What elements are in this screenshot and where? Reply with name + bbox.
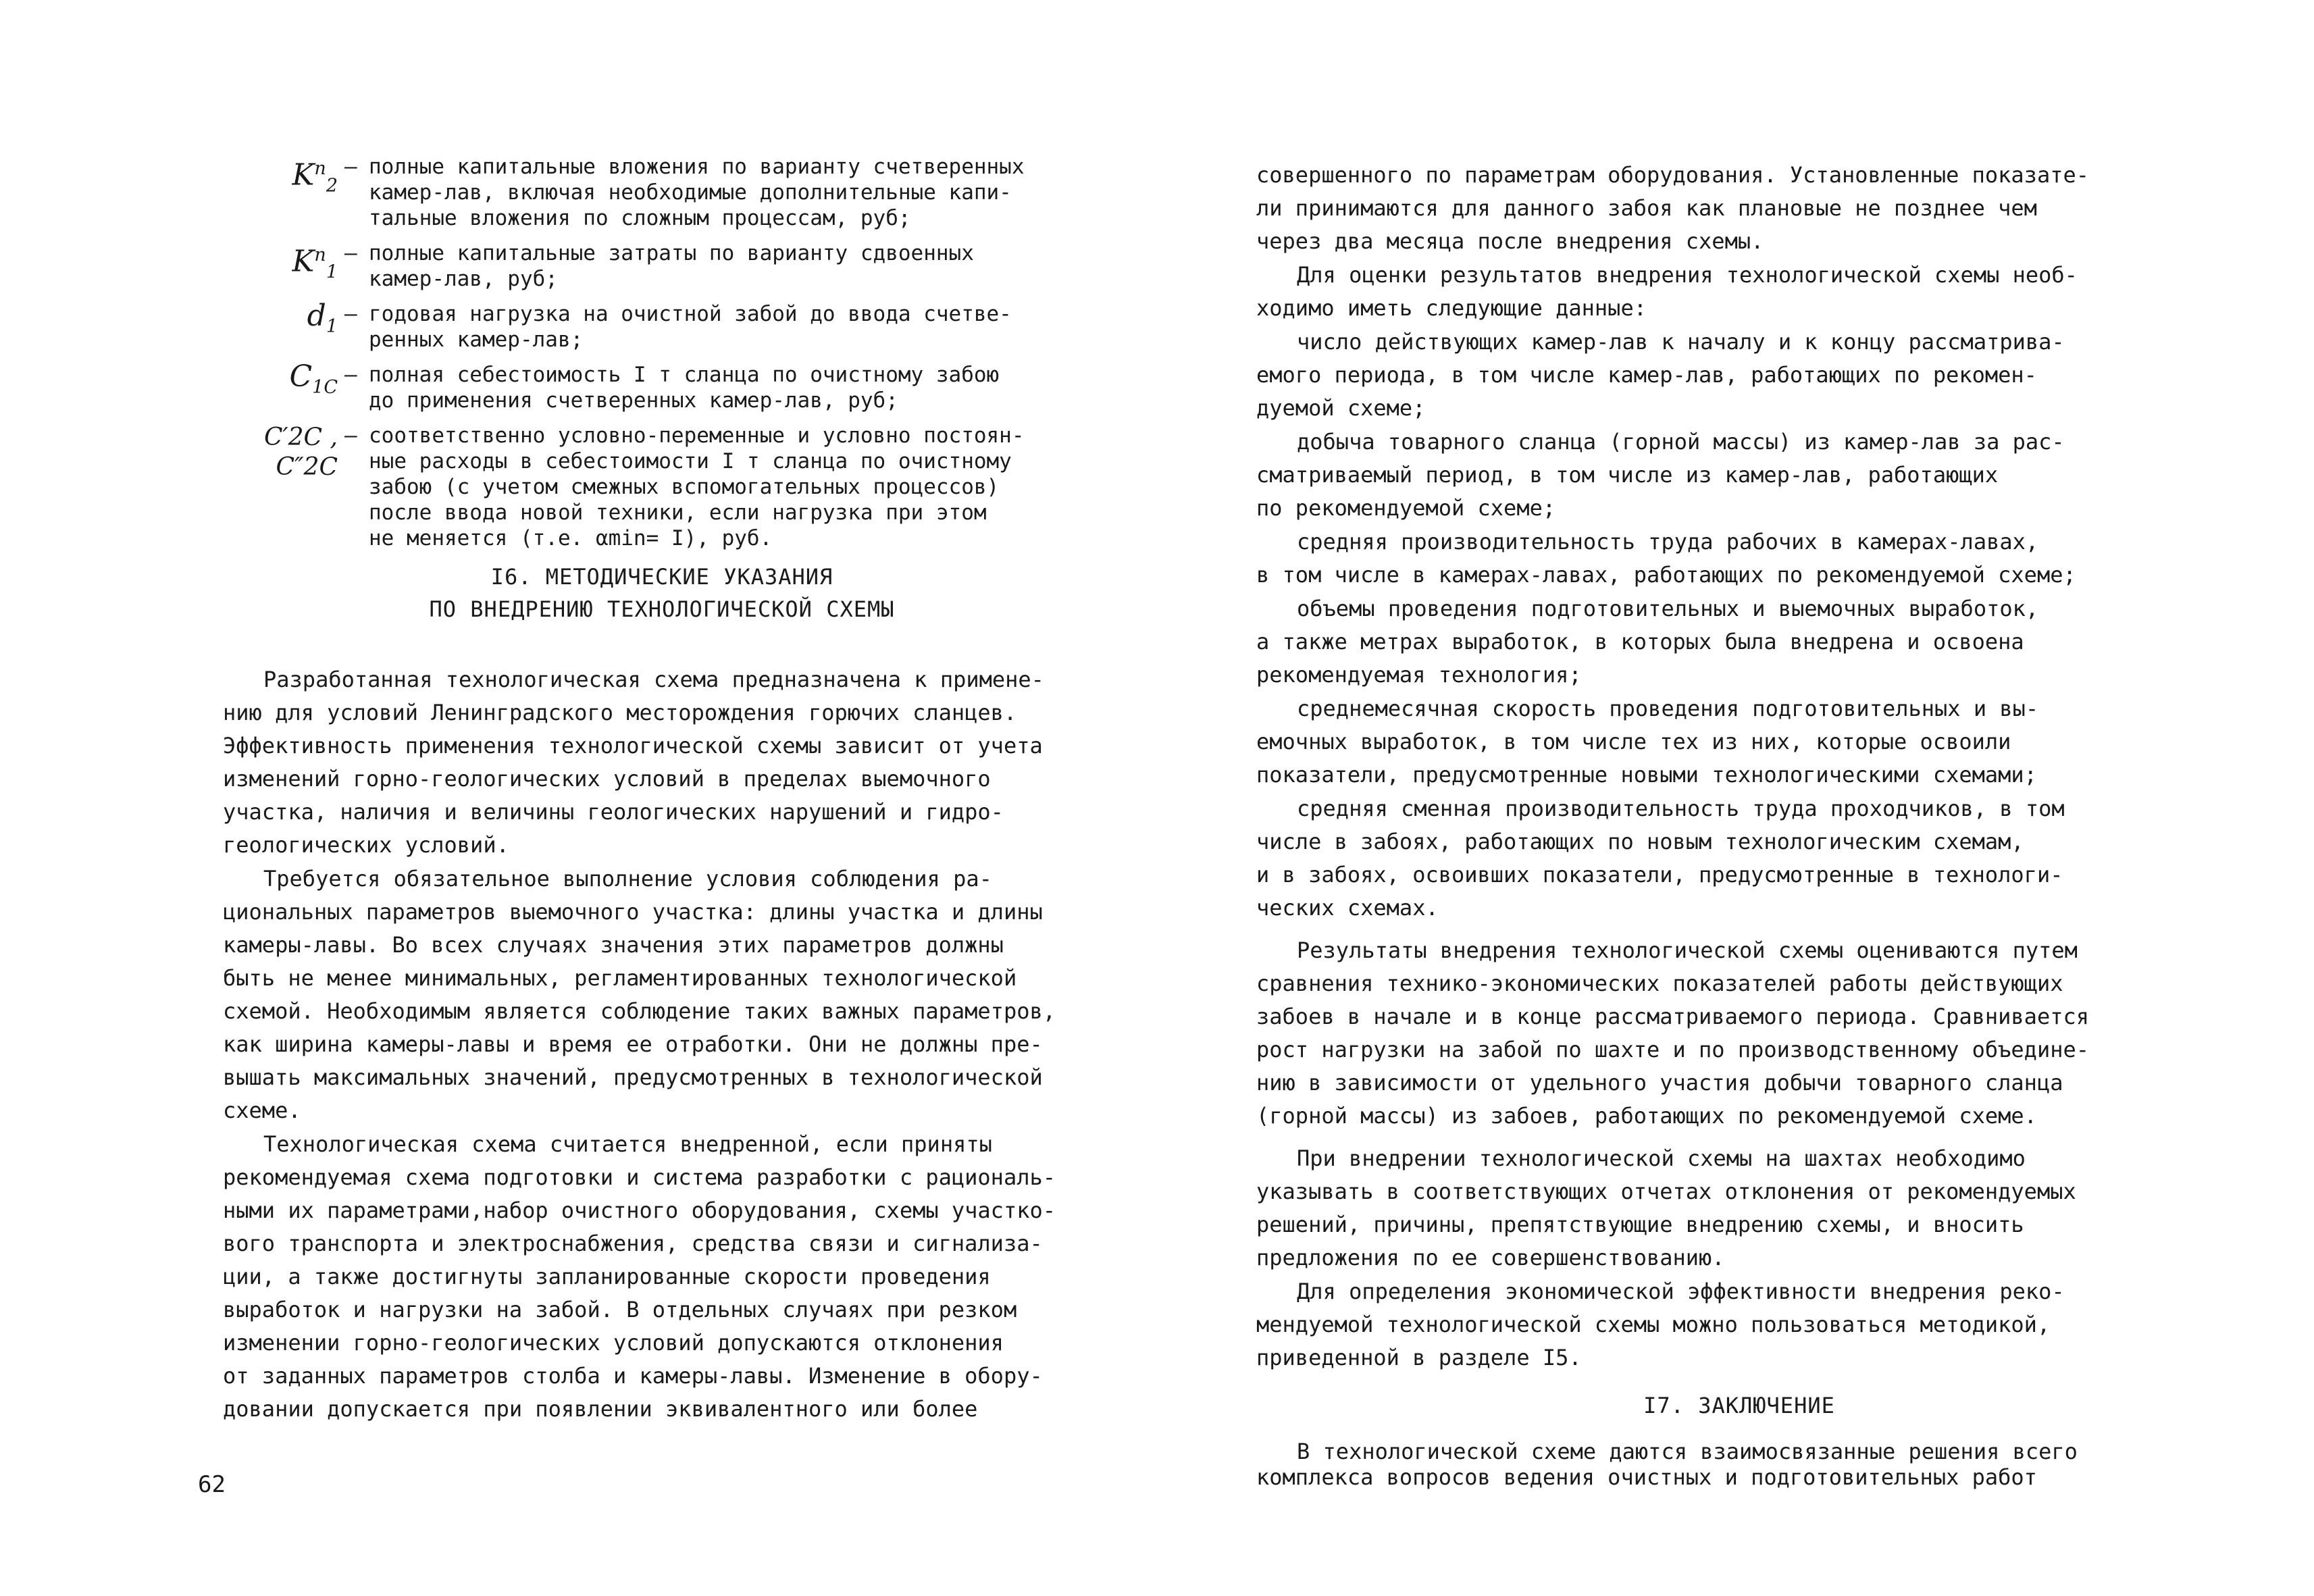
symbol-c2c: C′2С , C″2С: [263, 423, 338, 481]
definition-c1c: $C_{1С}$ – полная себестоимость I т сланца по очистному забою до применения счетверенных камер-лав, руб;: [223, 362, 1101, 413]
list-item: добыча товарного сланца (горной массы) из камер-лав за рас- сматриваемый период, в том числе из камер-лав, работающих по рекомендуемой схеме;: [1256, 429, 2065, 521]
list-item: средняя сменная производительность труда проходчиков, в том числе в забоях, работающих по новым технологическим схемам, и в забоях, освоивших показатели, предусмотренные в технологи- ческих схемах.: [1256, 796, 2065, 921]
paragraph: Технологическая схема считается внедренной, если приняты рекомендуемая схема подготовки и система разработки с рациональ- ными их параметрами,набор очистного оборудования, схемы участко- вого транспорта и электроснабжения, средства связи и сигнализа- ции, а также достигнуты запланированные скорости проведения выработок и нагрузки на забой. В отдельных случаях при резком изменении горно-геологических условий допускаются отклонения от заданных параметров столба и камеры-лавы. Изменение в обору- довании допускается при появлении эквивалентного или более: [223, 1131, 1056, 1422]
closing-paragraph: В технологической схеме даются взаимосвязанные решения всего комплекса вопросов ведения очистных и подготовительных работ: [1256, 1439, 2078, 1490]
definition-c2c: C′2С , C″2С – соответственно условно-переменные и условно постоян- ные расходы в себестоимости I т сланца по очистному забою (с учетом смежных вспомогательных процессов) после ввода новой техники, если нагрузка при этом не меняется (т.е. αmin= I), руб.: [223, 423, 1101, 551]
definition-text: соответственно условно-переменные и условно постоян- ные расходы в себестоимости I т сланца по очистному забою (с учетом смежных вспомогательных процессов) после ввода новой техники, если нагрузка при этом не меняется (т.е. αmin= I), руб.: [369, 423, 1025, 550]
definition-k1: $K^п_1$ – полные капитальные затраты по варианту сдвоенных камер-лав, руб;: [223, 240, 1101, 292]
section-heading-16: I6. МЕТОДИЧЕСКИЕ УКАЗАНИЯ ПО ВНЕДРЕНИЮ ТЕХНОЛОГИЧЕСКОЙ СХЕМЫ: [429, 564, 895, 622]
page-number: 62: [198, 1471, 226, 1498]
list-item: объемы проведения подготовительных и выемочных выработок, а также метрах выработок, в которых была внедрена и освоена рекомендуемая технология;: [1256, 596, 2039, 688]
definition-text: полная себестоимость I т сланца по очистному забою до применения счетверенных камер-лав, руб;: [369, 363, 1000, 413]
symbol-d1: $d_1$: [307, 299, 338, 337]
list-item: средняя производительность труда рабочих в камерах-лавах, в том числе в камерах-лавах, работающих по рекомендуемой схеме;: [1256, 529, 2076, 588]
paragraph: Для оценки результатов внедрения технологической схемы необ- ходимо иметь следующие данные:: [1256, 262, 2078, 321]
symbol-c1c: $C_{1С}$: [289, 359, 338, 398]
right-body-text: [1256, 159, 2222, 1375]
symbol-k2: $K^п_2$: [292, 157, 338, 197]
definition-d1: $d_1$ – годовая нагрузка на очистной забой до ввода счетве- ренных камер-лав;: [223, 301, 1101, 353]
paragraph: Для определения экономической эффективности внедрения реко- мендуемой технологической схемы можно пользоваться методикой, приведенной в разделе I5.: [1256, 1279, 2065, 1370]
paragraph: совершенного по параметрам оборудования. Установленные показате- ли принимаются для данного забоя как плановые не позднее чем через два месяца после внедрения схемы.: [1256, 162, 2089, 254]
paragraph: При внедрении технологической схемы на шахтах необходимо указывать в соответствующих отчетах отклонения от рекомендуемых решений, причины, препятствующие внедрению схемы, и вносить предложения по ее совершенствованию.: [1256, 1145, 2076, 1270]
paragraph: Разработанная технологическая схема предназначена к примене- нию для условий Ленинградского месторождения горючих сланцев. Эффективность применения технологической схемы зависит от учета изменений горно-геологических условий в пределах выемочного участка, наличия и величины геологических нарушений и гидро- геологических условий.: [223, 667, 1044, 858]
definition-k2: $K^п_2$ – полные капитальные вложения по варианту счетверенных камер-лав, включая необходимые дополнительные капи- тальные вложения по сложным процессам, руб;: [223, 154, 1101, 231]
paragraph: Результаты внедрения технологической схемы оцениваются путем сравнения технико-экономических показателей работы действующих забоев в начале и в конце рассматриваемого периода. Сравнивается рост нагрузки на забой по шахте и по производственному объедине- нию в зависимости от удельного участия добычи товарного сланца (горной массы) из забоев, работающих по рекомендуемой схеме.: [1256, 937, 2089, 1129]
definition-text: полные капитальные вложения по варианту счетверенных камер-лав, включая необходимые дополнительные капи- тальные вложения по сложным процессам, руб;: [369, 155, 1025, 230]
symbol-k1: $K^п_1$: [292, 244, 338, 283]
variable-definitions: [223, 154, 1101, 561]
right-page: [1157, 0, 2314, 1596]
definition-text: годовая нагрузка на очистной забой до ввода счетве- ренных камер-лав;: [369, 302, 1012, 352]
left-body-text: [223, 663, 1074, 1426]
section-heading-17: I7. ЗАКЛЮЧЕНИЕ: [1643, 1393, 1835, 1418]
list-item: число действующих камер-лав к началу и к концу рассматрива- емого периода, в том числе камер-лав, работающих по рекомен- дуемой схеме;: [1256, 329, 2065, 421]
definition-text: полные капитальные затраты по варианту сдвоенных камер-лав, руб;: [369, 241, 974, 291]
list-item: среднемесячная скорость проведения подготовительных и вы- емочных выработок, в том числе тех из них, которые освоили показатели, предусмотренные новыми технологическими схемами;: [1256, 696, 2039, 788]
paragraph: Требуется обязательное выполнение условия соблюдения ра- циональных параметров выемочного участка: длины участка и длины камеры-лавы. Во всех случаях значения этих параметров должны быть не менее минимальных, регламентированных технологической схемой. Необходимым является соблюдение таких важных параметров, как ширина камеры-лавы и время ее отработки. Они не должны пре- вышать максимальных значений, предусмотренных в технологической схеме.: [223, 866, 1056, 1123]
